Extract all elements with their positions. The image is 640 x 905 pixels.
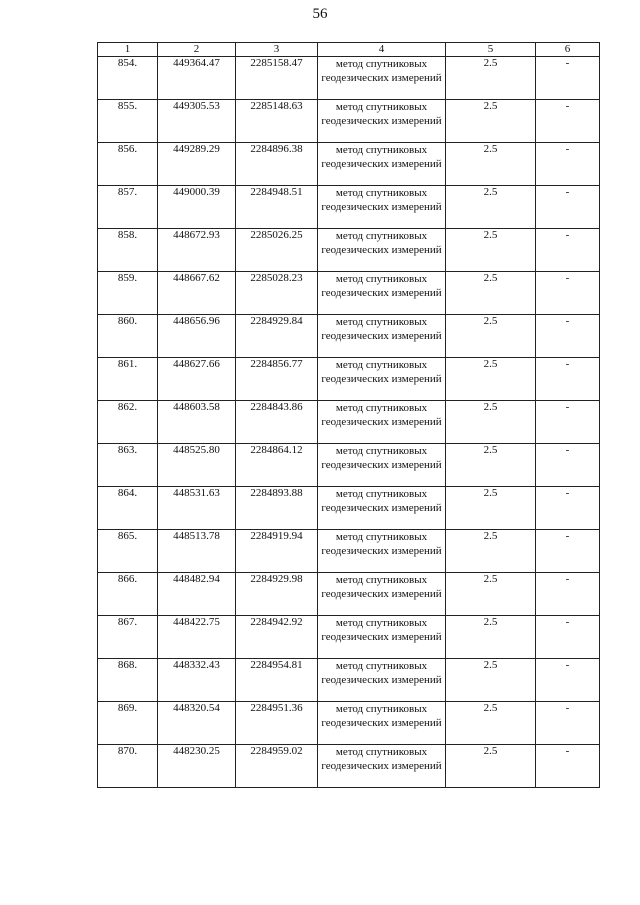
table-row (98, 401, 600, 444)
method-cell: метод спутниковых геодезических измерений (318, 702, 446, 745)
point-number-cell: 865. (98, 530, 158, 573)
accuracy-cell: 2.5 (446, 143, 536, 186)
table-row (98, 444, 600, 487)
x-coordinate-cell: 448513.78 (158, 530, 236, 573)
point-number-cell: 860. (98, 315, 158, 358)
table-row (98, 745, 600, 788)
point-number-cell: 857. (98, 186, 158, 229)
note-cell: - (536, 229, 600, 272)
table-row (98, 659, 600, 702)
method-cell: метод спутниковых геодезических измерений (318, 272, 446, 315)
x-coordinate-cell: 448320.54 (158, 702, 236, 745)
y-coordinate-cell: 2285028.23 (236, 272, 318, 315)
note-cell: - (536, 487, 600, 530)
point-number-cell: 866. (98, 573, 158, 616)
table-header-row (98, 43, 600, 57)
y-coordinate-cell: 2285026.25 (236, 229, 318, 272)
table-row (98, 358, 600, 401)
method-cell: метод спутниковых геодезических измерений (318, 401, 446, 444)
accuracy-cell: 2.5 (446, 100, 536, 143)
table-row (98, 229, 600, 272)
coordinates-table (97, 42, 600, 788)
y-coordinate-cell: 2285158.47 (236, 57, 318, 100)
method-cell: метод спутниковых геодезических измерений (318, 57, 446, 100)
x-coordinate-cell: 448656.96 (158, 315, 236, 358)
note-cell: - (536, 358, 600, 401)
table-row (98, 530, 600, 573)
x-coordinate-cell: 448531.63 (158, 487, 236, 530)
table-row (98, 57, 600, 100)
x-coordinate-cell: 448422.75 (158, 616, 236, 659)
y-coordinate-cell: 2284959.02 (236, 745, 318, 788)
y-coordinate-cell: 2285148.63 (236, 100, 318, 143)
x-coordinate-cell: 448627.66 (158, 358, 236, 401)
point-number-cell: 864. (98, 487, 158, 530)
point-number-cell: 856. (98, 143, 158, 186)
point-number-cell: 861. (98, 358, 158, 401)
x-coordinate-cell: 449000.39 (158, 186, 236, 229)
y-coordinate-cell: 2284856.77 (236, 358, 318, 401)
y-coordinate-cell: 2284948.51 (236, 186, 318, 229)
accuracy-cell: 2.5 (446, 659, 536, 702)
note-cell: - (536, 272, 600, 315)
method-cell: метод спутниковых геодезических измерений (318, 573, 446, 616)
note-cell: - (536, 659, 600, 702)
column-header: 4 (318, 43, 446, 57)
method-cell: метод спутниковых геодезических измерений (318, 315, 446, 358)
note-cell: - (536, 186, 600, 229)
table-row (98, 616, 600, 659)
accuracy-cell: 2.5 (446, 444, 536, 487)
y-coordinate-cell: 2284864.12 (236, 444, 318, 487)
point-number-cell: 870. (98, 745, 158, 788)
x-coordinate-cell: 449364.47 (158, 57, 236, 100)
table-row (98, 186, 600, 229)
point-number-cell: 854. (98, 57, 158, 100)
x-coordinate-cell: 448482.94 (158, 573, 236, 616)
point-number-cell: 869. (98, 702, 158, 745)
method-cell: метод спутниковых геодезических измерений (318, 745, 446, 788)
accuracy-cell: 2.5 (446, 315, 536, 358)
accuracy-cell: 2.5 (446, 530, 536, 573)
column-header: 1 (98, 43, 158, 57)
note-cell: - (536, 530, 600, 573)
x-coordinate-cell: 448603.58 (158, 401, 236, 444)
x-coordinate-cell: 449289.29 (158, 143, 236, 186)
y-coordinate-cell: 2284942.92 (236, 616, 318, 659)
note-cell: - (536, 315, 600, 358)
point-number-cell: 855. (98, 100, 158, 143)
y-coordinate-cell: 2284951.36 (236, 702, 318, 745)
method-cell: метод спутниковых геодезических измерений (318, 229, 446, 272)
method-cell: метод спутниковых геодезических измерений (318, 143, 446, 186)
method-cell: метод спутниковых геодезических измерений (318, 659, 446, 702)
y-coordinate-cell: 2284954.81 (236, 659, 318, 702)
x-coordinate-cell: 448332.43 (158, 659, 236, 702)
method-cell: метод спутниковых геодезических измерений (318, 487, 446, 530)
note-cell: - (536, 444, 600, 487)
note-cell: - (536, 143, 600, 186)
accuracy-cell: 2.5 (446, 702, 536, 745)
table-row (98, 100, 600, 143)
page-number: 56 (312, 6, 328, 22)
accuracy-cell: 2.5 (446, 616, 536, 659)
method-cell: метод спутниковых геодезических измерений (318, 100, 446, 143)
x-coordinate-cell: 448230.25 (158, 745, 236, 788)
accuracy-cell: 2.5 (446, 745, 536, 788)
y-coordinate-cell: 2284929.84 (236, 315, 318, 358)
column-header: 6 (536, 43, 600, 57)
table-row (98, 702, 600, 745)
table-row (98, 487, 600, 530)
column-header: 5 (446, 43, 536, 57)
y-coordinate-cell: 2284929.98 (236, 573, 318, 616)
column-header: 3 (236, 43, 318, 57)
method-cell: метод спутниковых геодезических измерений (318, 616, 446, 659)
accuracy-cell: 2.5 (446, 229, 536, 272)
table-row (98, 315, 600, 358)
note-cell: - (536, 100, 600, 143)
y-coordinate-cell: 2284896.38 (236, 143, 318, 186)
point-number-cell: 868. (98, 659, 158, 702)
method-cell: метод спутниковых геодезических измерений (318, 358, 446, 401)
accuracy-cell: 2.5 (446, 57, 536, 100)
table-row (98, 573, 600, 616)
accuracy-cell: 2.5 (446, 401, 536, 444)
x-coordinate-cell: 449305.53 (158, 100, 236, 143)
note-cell: - (536, 573, 600, 616)
note-cell: - (536, 57, 600, 100)
accuracy-cell: 2.5 (446, 487, 536, 530)
y-coordinate-cell: 2284893.88 (236, 487, 318, 530)
method-cell: метод спутниковых геодезических измерений (318, 444, 446, 487)
y-coordinate-cell: 2284919.94 (236, 530, 318, 573)
accuracy-cell: 2.5 (446, 186, 536, 229)
note-cell: - (536, 745, 600, 788)
y-coordinate-cell: 2284843.86 (236, 401, 318, 444)
method-cell: метод спутниковых геодезических измерений (318, 186, 446, 229)
x-coordinate-cell: 448525.80 (158, 444, 236, 487)
point-number-cell: 859. (98, 272, 158, 315)
point-number-cell: 862. (98, 401, 158, 444)
note-cell: - (536, 401, 600, 444)
note-cell: - (536, 702, 600, 745)
x-coordinate-cell: 448667.62 (158, 272, 236, 315)
accuracy-cell: 2.5 (446, 272, 536, 315)
method-cell: метод спутниковых геодезических измерений (318, 530, 446, 573)
point-number-cell: 858. (98, 229, 158, 272)
table-row (98, 143, 600, 186)
point-number-cell: 863. (98, 444, 158, 487)
x-coordinate-cell: 448672.93 (158, 229, 236, 272)
table-row (98, 272, 600, 315)
accuracy-cell: 2.5 (446, 573, 536, 616)
column-header: 2 (158, 43, 236, 57)
point-number-cell: 867. (98, 616, 158, 659)
note-cell: - (536, 616, 600, 659)
accuracy-cell: 2.5 (446, 358, 536, 401)
